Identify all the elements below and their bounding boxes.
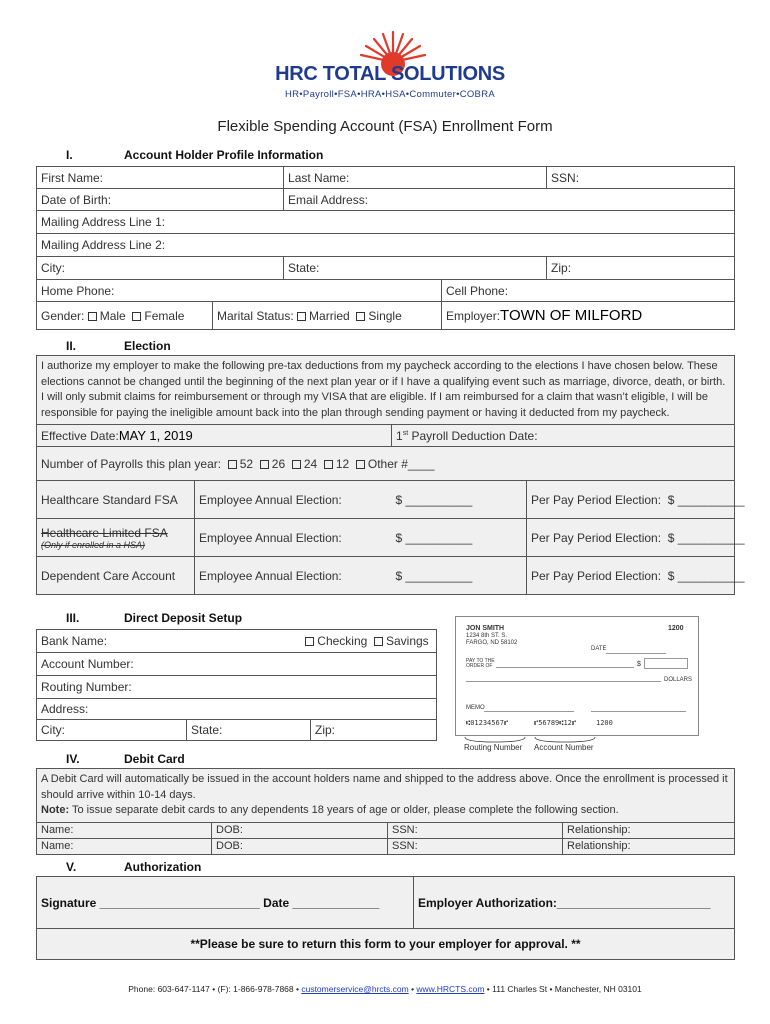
sun-logo-icon <box>358 30 428 64</box>
plan-name: Dependent Care Account <box>37 557 195 595</box>
zip-field[interactable]: Zip: <box>547 257 735 280</box>
bank-address-field[interactable]: Address: <box>37 699 437 720</box>
section-4-number: IV. <box>66 752 80 766</box>
form-title: Flexible Spending Account (FSA) Enrollment Form <box>217 118 553 135</box>
per-pay-election-input[interactable]: Per Pay Period Election: $ __________ <box>527 519 735 557</box>
section-5-title: Authorization <box>124 860 202 874</box>
section-1-number: I. <box>66 148 73 162</box>
dependent-dob-field[interactable]: DOB: <box>212 838 388 854</box>
footer-email-link[interactable]: customerservice@hrcts.com <box>301 984 409 994</box>
dependent-row <box>37 838 735 854</box>
sample-check-image <box>455 616 699 736</box>
section-2-title: Election <box>124 339 171 353</box>
email-field[interactable]: Email Address: <box>284 189 735 211</box>
section-5-number: V. <box>66 860 77 874</box>
account-number-field[interactable]: Account Number: <box>37 653 437 676</box>
section-4-title: Debit Card <box>124 752 185 766</box>
section-2-number: II. <box>66 339 77 353</box>
section-4-heading <box>66 752 185 766</box>
dependent-relationship-field[interactable]: Relationship: <box>563 822 735 838</box>
last-name-field[interactable]: Last Name: <box>284 167 547 189</box>
check-address-2: FARGO, ND 58102 <box>466 640 518 646</box>
signature-field[interactable]: Signature ________________________ Date _____________ <box>37 877 414 929</box>
ssn-field[interactable]: SSN: <box>547 167 735 189</box>
cell-phone-field[interactable]: Cell Phone: <box>442 280 735 302</box>
employer-field[interactable] <box>442 302 735 330</box>
mailing-address-2-field[interactable]: Mailing Address Line 2: <box>37 234 735 257</box>
payroll-deduction-date-field[interactable]: 1st Payroll Deduction Date: <box>392 425 735 447</box>
employer-label: Employer: <box>446 309 501 323</box>
payroll-12-checkbox[interactable] <box>324 460 333 469</box>
payroll-52-checkbox[interactable] <box>228 460 237 469</box>
bank-name-field[interactable]: Bank Name: Checking Savings <box>37 630 437 653</box>
num-payrolls-label: Number of Payrolls this plan year: <box>41 456 222 471</box>
return-reminder: **Please be sure to return this form to your employer for approval. ** <box>37 929 735 960</box>
section-3-title: Direct Deposit Setup <box>124 611 243 625</box>
healthcare-standard-row <box>37 481 735 519</box>
footer-contact: Phone: 603-647-1147 • (F): 1-866-978-7868 • <box>128 984 302 994</box>
section-3-number: III. <box>66 611 80 625</box>
authorization-paragraph: I authorize my employer to make the following pre-tax deductions from my paycheck according to the elections I have chosen below. These elections cannot be changed until the beginning of the next plan year or if I have a qualifying event such as marriage, divorce, death, or birth. I will only submit claims for reimbursement or through my VISA that are eligible. If I am reimbursed for a claim that wasn’t eligible, I will be responsible for paying the ineligible amount back into the plan through sending payment or having it deducted from my paycheck. <box>37 356 735 425</box>
section-1-title: Account Holder Profile Information <box>124 148 324 162</box>
male-checkbox[interactable] <box>88 312 97 321</box>
dependent-relationship-field[interactable]: Relationship: <box>563 838 735 854</box>
footer-website-link[interactable]: www.HRCTS.com <box>416 984 485 994</box>
annual-election-label: Employee Annual Election: <box>195 519 392 557</box>
city-field[interactable]: City: <box>37 257 284 280</box>
check-amount-box <box>644 658 688 669</box>
payroll-24-checkbox[interactable] <box>292 460 301 469</box>
annual-election-label: Employee Annual Election: <box>195 557 392 595</box>
single-label: Single <box>368 308 402 323</box>
note-text: To issue separate debit cards to any dependents 18 years of age or older, please complete the following section. <box>69 804 619 816</box>
logo-tagline: HR•Payroll•FSA•HRA•HSA•Commuter•COBRA <box>284 89 495 100</box>
section-2-heading <box>66 339 171 353</box>
account-number-caption: Account Number <box>534 743 594 752</box>
gender-label: Gender: <box>41 308 85 323</box>
dependent-row <box>37 822 735 838</box>
check-micr-number: 1200 <box>596 719 613 727</box>
election-table <box>36 355 745 595</box>
gender-field <box>37 302 213 330</box>
state-field[interactable]: State: <box>284 257 547 280</box>
bank-state-field[interactable]: State: <box>187 720 311 741</box>
direct-deposit-table <box>36 629 437 741</box>
check-memo-label: MEMO <box>466 705 485 711</box>
date-of-birth-field[interactable]: Date of Birth: <box>37 189 284 211</box>
bank-city-field[interactable]: City: <box>37 720 187 741</box>
plan-name-limited: Healthcare Limited FSA (Only if enrolled in a HSA) <box>37 519 195 557</box>
home-phone-field[interactable]: Home Phone: <box>37 280 442 302</box>
per-pay-election-input[interactable]: Per Pay Period Election: $ __________ <box>527 481 735 519</box>
dependent-name-field[interactable]: Name: <box>37 838 212 854</box>
effective-date-value: MAY 1, 2019 <box>118 428 193 443</box>
section-1-heading <box>66 148 323 162</box>
payroll-26-checkbox[interactable] <box>260 460 269 469</box>
first-name-field[interactable]: First Name: <box>37 167 284 189</box>
check-number: 1200 <box>668 625 684 632</box>
healthcare-limited-row <box>37 519 735 557</box>
annual-election-input[interactable]: $ __________ <box>392 519 527 557</box>
effective-date-field[interactable] <box>37 425 392 447</box>
annual-election-label: Employee Annual Election: <box>195 481 392 519</box>
number-of-payrolls-field: Number of Payrolls this plan year: 52 26 24 12 Other #____ <box>37 447 735 481</box>
dependent-ssn-field[interactable]: SSN: <box>388 838 563 854</box>
dependent-care-row <box>37 557 735 595</box>
employer-authorization-field[interactable]: Employer Authorization:_______________________ <box>414 877 735 929</box>
annual-election-input[interactable]: $ __________ <box>392 481 527 519</box>
routing-number-caption: Routing Number <box>464 743 523 752</box>
check-dollars-label: DOLLARS <box>664 677 693 683</box>
per-pay-election-input[interactable]: Per Pay Period Election: $ __________ <box>527 557 735 595</box>
section-5-heading <box>66 860 201 874</box>
check-address-1: 1234 8th ST. S. <box>466 633 508 639</box>
debit-card-paragraph: A Debit Card will automatically be issued in the account holders name and shipped to the address above. Once the enrollment is processed it should arrive within 10-14 days. Note: To issue separate debit cards to any dependents 18 years of age or older, please complete the following section. <box>37 769 735 823</box>
married-checkbox[interactable] <box>297 312 306 321</box>
savings-checkbox[interactable] <box>374 637 383 646</box>
dependent-name-field[interactable]: Name: <box>37 822 212 838</box>
debit-card-table <box>36 768 735 855</box>
marital-label: Marital Status: <box>217 308 294 323</box>
bank-zip-field[interactable]: Zip: <box>311 720 437 741</box>
check-micr-account: ⑈56789⑆12⑈ <box>534 719 577 727</box>
check-pay-to: PAY TO THE ORDER OF <box>466 658 495 669</box>
annual-election-input[interactable]: $ __________ <box>392 557 527 595</box>
note-label: Note: <box>41 804 70 816</box>
mailing-address-1-field[interactable]: Mailing Address Line 1: <box>37 211 735 234</box>
marital-status-field <box>213 302 442 330</box>
male-label: Male <box>99 308 126 323</box>
account-holder-table <box>36 166 735 330</box>
effective-date-label: Effective Date: <box>41 429 119 443</box>
female-label: Female <box>144 308 185 323</box>
footer: Phone: 603-647-1147 • (F): 1-866-978-7868 • customerservice@hrcts.com • www.HRCTS.com • 111 Charles St • Manchester, NH 03101 <box>128 984 642 994</box>
checking-checkbox[interactable] <box>305 637 314 646</box>
check-name: JON SMITH <box>466 625 505 632</box>
check-dollar-sign: $ <box>637 661 641 668</box>
payroll-other-checkbox[interactable] <box>356 460 365 469</box>
dependent-dob-field[interactable]: DOB: <box>212 822 388 838</box>
female-checkbox[interactable] <box>132 312 141 321</box>
footer-address: • 111 Charles St • Manchester, NH 03101 <box>484 984 642 994</box>
logo-title: HRC TOTAL SOLUTIONS <box>275 63 505 85</box>
employer-value: TOWN OF MILFORD <box>500 307 643 324</box>
authorization-table <box>36 876 735 960</box>
section-3-heading <box>66 611 242 625</box>
routing-number-field[interactable]: Routing Number: <box>37 676 437 699</box>
company-logo <box>270 30 510 105</box>
check-micr-routing: ⑆01234567⑈ <box>466 719 509 727</box>
check-date-label: DATE <box>591 646 607 652</box>
married-label: Married <box>309 308 350 323</box>
single-checkbox[interactable] <box>356 312 365 321</box>
dependent-ssn-field[interactable]: SSN: <box>388 822 563 838</box>
plan-name: Healthcare Standard FSA <box>37 481 195 519</box>
